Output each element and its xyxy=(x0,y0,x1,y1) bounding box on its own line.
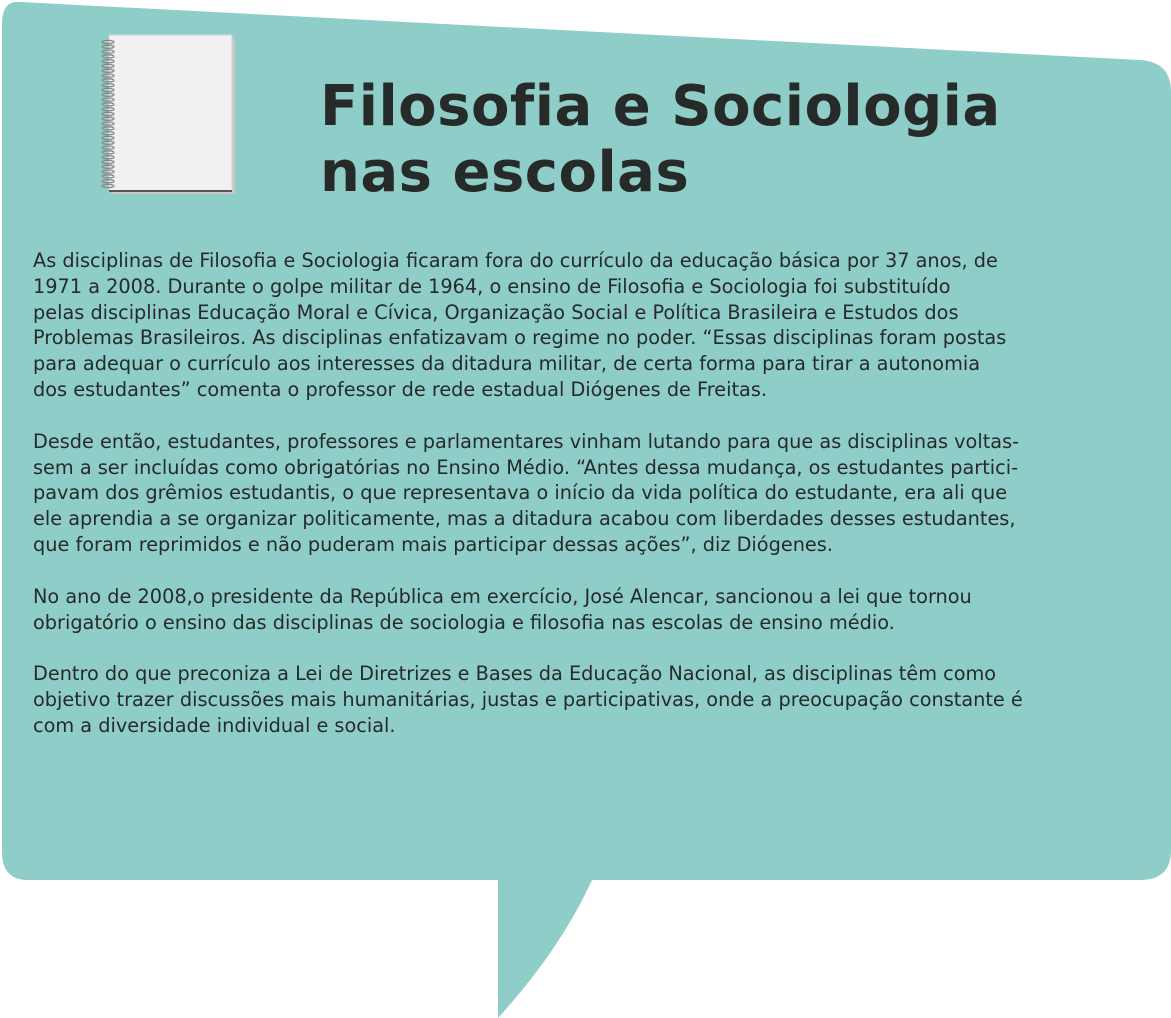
text-line: para adequar o currículo aos interesses da ditadura militar, de certa forma para tirar a autonomia xyxy=(33,352,981,376)
paragraph-1 xyxy=(33,248,1148,403)
text-line: ele aprendia a se organizar politicamente, mas a ditadura acabou com liberdades desses estudantes, xyxy=(33,507,1016,531)
page-title xyxy=(320,74,1001,206)
text-line: objetivo trazer discussões mais humanitárias, justas e participativas, onde a preocupação constante é xyxy=(33,688,1023,712)
text-line: Desde então, estudantes, professores e parlamentares vinham lutando para que as disciplinas voltas- xyxy=(33,429,1020,453)
text-line: pelas disciplinas Educação Moral e Cívica, Organização Social e Política Brasileira e Estudos dos xyxy=(33,300,959,324)
text-line: que foram reprimidos e não puderam mais participar dessas ações”, diz Diógenes. xyxy=(33,532,833,556)
paragraph-4 xyxy=(33,661,1148,738)
text-line: com a diversidade individual e social. xyxy=(33,713,396,737)
text-line: As disciplinas de Filosofia e Sociologia ficaram fora do currículo da educação básica por 37 anos, de xyxy=(33,249,998,272)
text-line: pavam dos grêmios estudantis, o que representava o início da vida política do estudante, era ali que xyxy=(33,481,1008,505)
article-body xyxy=(33,248,1148,765)
spiral-notebook-icon xyxy=(98,34,236,194)
title-line-2: nas escolas xyxy=(320,140,690,205)
text-line: sem a ser incluídas como obrigatórias no Ensino Médio. “Antes dessa mudança, os estudantes partici- xyxy=(33,455,1019,479)
text-line: Problemas Brasileiros. As disciplinas enfatizavam o regime no poder. “Essas disciplinas foram postas xyxy=(33,326,1007,350)
text-line: dos estudantes” comenta o professor de rede estadual Diógenes de Freitas. xyxy=(33,377,768,401)
paragraph-2 xyxy=(33,429,1148,558)
text-line: 1971 a 2008. Durante o golpe militar de 1964, o ensino de Filosofia e Sociologia foi substituído xyxy=(33,274,951,298)
text-line: No ano de 2008,o presidente da República em exercício, José Alencar, sancionou a lei que tornou xyxy=(33,584,972,608)
text-line: obrigatório o ensino das disciplinas de sociologia e filosofia nas escolas de ensino médio. xyxy=(33,610,895,634)
text-line: Dentro do que preconiza a Lei de Diretrizes e Bases da Educação Nacional, as disciplinas têm como xyxy=(33,662,997,686)
paragraph-3 xyxy=(33,584,1148,636)
title-line-1: Filosofia e Sociologia xyxy=(320,74,1001,139)
